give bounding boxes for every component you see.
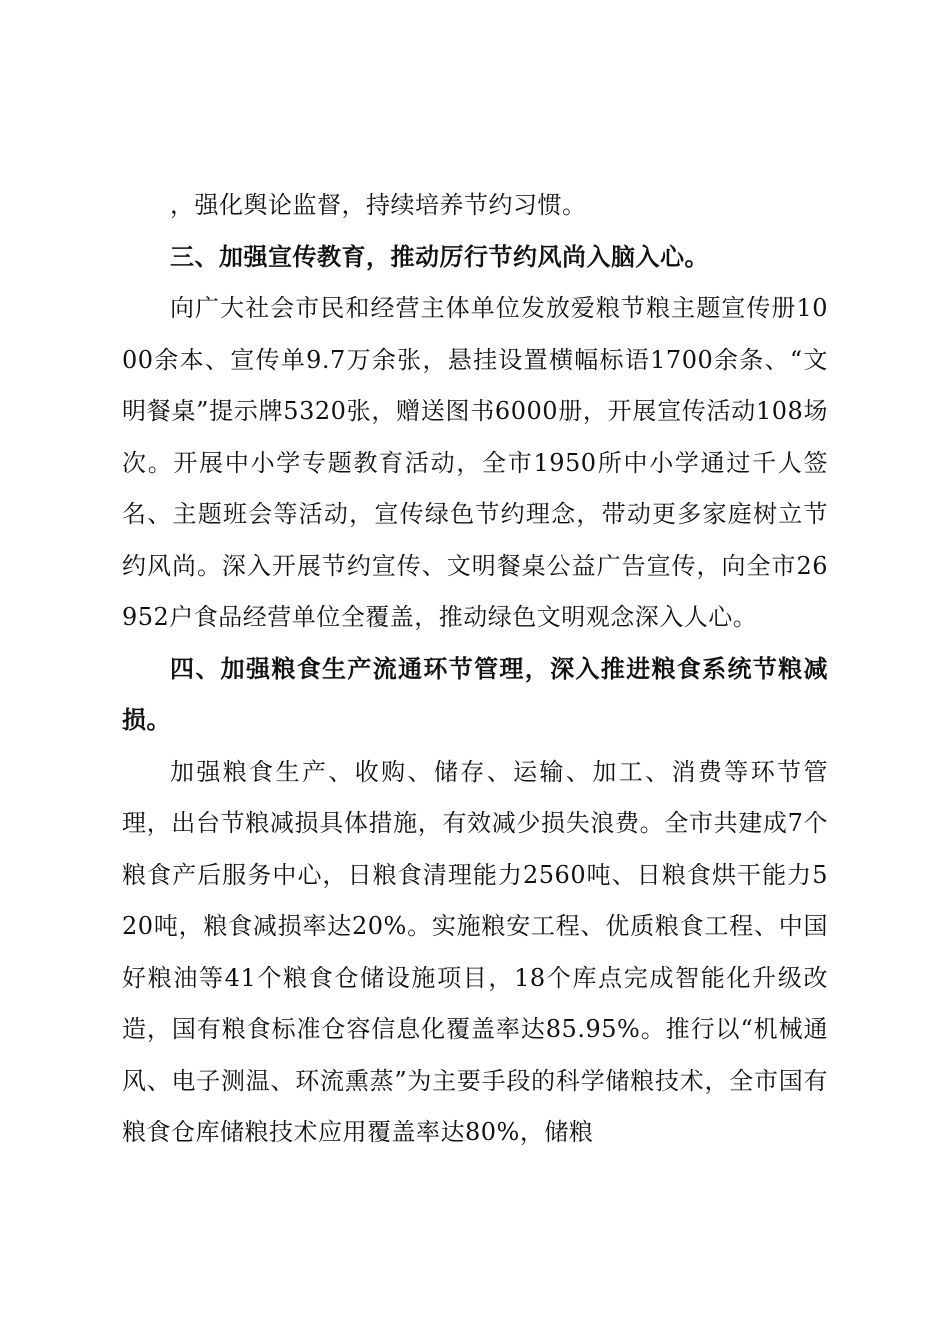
- section-heading-3: 三、加强宣传教育，推动厉行节约风尚入脑入心。: [170, 242, 709, 271]
- paragraph-continuation: ，强化舆论监督，持续培养节约习惯。: [170, 191, 587, 219]
- document-page: [122, 180, 828, 1159]
- section-heading-4: 四、加强粮食生产流通环节管理，深入推进粮食系统节粮减损。: [122, 654, 828, 734]
- paragraph-grain-management: 加强粮食生产、收购、储存、运输、加工、消费等环节管理，出台节粮减损具体措施，有效减少损失浪费。全市共建成7个粮食产后服务中心，日粮食清理能力2560吨、日粮食烘干能力520吨，粮食减损率达20%。实施粮安工程、优质粮食工程、中国好粮油等41个粮食仓储设施项目，18个库点完成智能化升级改造，国有粮食标准仓容信息化覆盖率达85.95%。推行以“机械通风、电子测温、环流熏蒸”为主要手段的科学储粮技术，全市国有粮食仓库储粮技术应用覆盖率达80%，储粮: [122, 757, 828, 1146]
- paragraph-publicity: 向广大社会市民和经营主体单位发放爱粮节粮主题宣传册1000余本、宣传单9.7万余张，悬挂设置横幅标语1700余条、“文明餐桌”提示牌5320张，赠送图书6000册，开展宣传活动108场次。开展中小学专题教育活动，全市1950所中小学通过千人签名、主题班会等活动，宣传绿色节约理念，带动更多家庭树立节约风尚。深入开展节约宣传、文明餐桌公益广告宣传，向全市26952户食品经营单位全覆盖，推动绿色文明观念深入人心。: [122, 294, 828, 631]
